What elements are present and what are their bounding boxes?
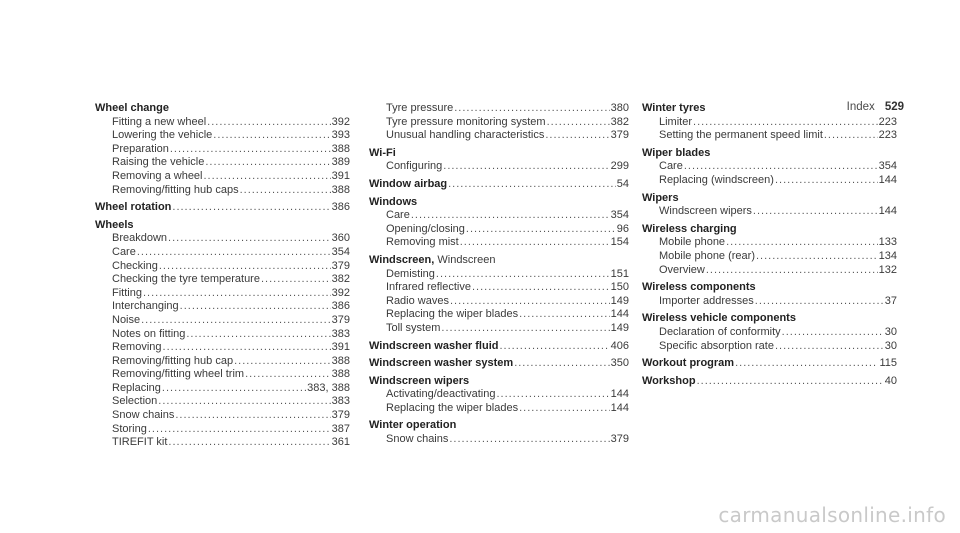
leader-dots: [782, 326, 884, 340]
page-reference[interactable]: 379: [331, 313, 350, 326]
leader-dots: [693, 116, 878, 130]
subentry-label: Toll system: [386, 321, 441, 334]
index-heading: [369, 147, 629, 161]
subentry-label: Selection: [112, 395, 158, 408]
index-subentry[interactable]: [369, 281, 629, 295]
subentry-label: Mobile phone (rear): [659, 249, 755, 262]
page-reference[interactable]: 354: [878, 160, 897, 173]
leader-dots: [168, 436, 330, 450]
index-heading: [642, 281, 897, 295]
index-entry: [95, 102, 350, 197]
index-subentry[interactable]: [642, 174, 897, 188]
heading-label: [369, 419, 456, 433]
index-subentry[interactable]: [95, 156, 350, 170]
page-reference[interactable]: 354: [331, 245, 350, 258]
leader-dots: [436, 268, 610, 282]
index-heading: [642, 223, 897, 237]
leader-dots: [240, 184, 331, 198]
page-reference[interactable]: 389: [331, 156, 350, 169]
heading-label: [642, 102, 705, 116]
index-heading[interactable]: [95, 201, 350, 215]
subentry-label: Specific absorption rate: [659, 339, 774, 352]
heading-label: [95, 219, 134, 233]
index-heading[interactable]: [369, 178, 629, 192]
page-reference[interactable]: 383: [331, 327, 350, 340]
leader-dots: [496, 388, 609, 402]
page-reference[interactable]: 380: [610, 102, 629, 114]
leader-dots: [450, 295, 610, 309]
heading-text: Wipers: [642, 191, 679, 204]
index-subentry[interactable]: [95, 273, 350, 287]
page-reference[interactable]: 30: [884, 325, 897, 338]
index-subentry[interactable]: [369, 209, 629, 223]
leader-dots: [448, 178, 616, 192]
leader-dots: [180, 300, 331, 314]
subentry-label: Activating/deactivating: [386, 388, 496, 401]
leader-dots: [261, 273, 331, 287]
subentry-label: Tyre pressure monitoring system: [386, 115, 546, 128]
page-reference[interactable]: 379: [331, 259, 350, 272]
index-column-2: [369, 102, 629, 451]
page-reference[interactable]: 149: [610, 294, 629, 307]
index-subentry[interactable]: [642, 340, 897, 354]
index-subentry[interactable]: [95, 184, 350, 198]
page-reference[interactable]: 393: [331, 129, 350, 142]
leader-dots: [159, 260, 331, 274]
subentry-label: Storing: [112, 422, 147, 435]
index-subentry[interactable]: [95, 116, 350, 130]
index-column-3: [642, 102, 897, 392]
section-title: Index: [846, 101, 875, 113]
index-subentry[interactable]: [95, 260, 350, 274]
index-heading[interactable]: [642, 357, 897, 371]
subentry-label: Fitting a new wheel: [112, 115, 207, 128]
leader-dots: [460, 236, 610, 250]
subentry-label: Declaration of conformity: [659, 325, 781, 338]
subentry-label: Removing: [112, 341, 162, 354]
leader-dots: [519, 402, 610, 416]
index-subentry[interactable]: [369, 236, 629, 250]
heading-text: Wi-Fi: [369, 146, 396, 159]
heading-label: [369, 254, 495, 268]
index-subentry[interactable]: [369, 223, 629, 237]
leader-dots: [735, 357, 878, 371]
page-reference[interactable]: 383: [331, 395, 350, 408]
index-heading: [95, 219, 350, 233]
leader-dots: [697, 375, 884, 389]
index-entry: [369, 340, 629, 354]
leader-dots: [824, 129, 878, 143]
leader-dots: [163, 341, 331, 355]
page-reference[interactable]: 350: [610, 357, 629, 370]
index-entry: [642, 375, 897, 389]
leader-dots: [775, 340, 884, 354]
subentry-label: Noise: [112, 313, 141, 326]
heading-text: Windscreen washer system: [369, 357, 514, 370]
index-heading[interactable]: [369, 357, 629, 371]
heading-text: Windscreen washer fluid: [369, 339, 499, 352]
heading-text: Wheels: [95, 218, 134, 231]
leader-dots: [466, 223, 616, 237]
index-subentry[interactable]: [369, 129, 629, 143]
index-subentry[interactable]: [369, 295, 629, 309]
leader-dots: [547, 116, 610, 130]
subentry-label: Removing a wheel: [112, 169, 203, 182]
page-reference[interactable]: 144: [878, 205, 897, 218]
leader-dots: [205, 156, 330, 170]
index-heading: [642, 192, 897, 206]
index-entry: [369, 419, 629, 446]
heading-label: [369, 147, 396, 161]
leader-dots: [168, 232, 331, 246]
leader-dots: [158, 395, 330, 409]
subentry-label: Fitting: [112, 286, 142, 299]
index-subentry[interactable]: [95, 143, 350, 157]
leader-dots: [684, 160, 878, 174]
leader-dots: [137, 246, 331, 260]
leader-dots: [207, 116, 330, 130]
subentry-label: Interchanging: [112, 300, 179, 313]
page-reference[interactable]: 361: [331, 436, 350, 449]
page-reference[interactable]: 392: [331, 115, 350, 128]
heading-label: [642, 312, 796, 326]
subentry-label: Setting the permanent speed limit: [659, 129, 823, 142]
page-reference[interactable]: 115: [879, 357, 897, 370]
page-reference[interactable]: 406: [610, 339, 629, 352]
page-reference[interactable]: 379: [610, 433, 629, 446]
leader-dots: [186, 328, 330, 342]
heading-label: [642, 281, 756, 295]
index-entry: [369, 196, 629, 250]
page-reference[interactable]: 154: [610, 236, 629, 249]
index-subentry[interactable]: [369, 116, 629, 130]
index-subentry[interactable]: [369, 102, 629, 116]
index-subentry[interactable]: [642, 295, 897, 309]
leader-dots: [170, 143, 331, 157]
subentry-label: Configuring: [386, 160, 443, 173]
page-reference[interactable]: 144: [610, 308, 629, 321]
leader-dots: [500, 340, 610, 354]
subentry-label: Lowering the vehicle: [112, 129, 213, 142]
index-column-1: [95, 102, 350, 454]
index-subentry[interactable]: [95, 328, 350, 342]
index-subentry[interactable]: [642, 236, 897, 250]
subentry-label: Removing mist: [386, 236, 459, 249]
subentry-label: Snow chains: [386, 433, 449, 446]
watermark: carmanualsonline.info: [718, 503, 946, 527]
index-subentry[interactable]: [369, 322, 629, 336]
heading-label: [369, 178, 447, 192]
index-subentry[interactable]: [369, 388, 629, 402]
index-subentry[interactable]: [642, 160, 897, 174]
page-reference[interactable]: 144: [610, 388, 629, 401]
page-reference[interactable]: 391: [331, 341, 350, 354]
subentry-label: Snow chains: [112, 409, 175, 422]
index-subentry[interactable]: [642, 250, 897, 264]
index-subentry[interactable]: [95, 409, 350, 423]
heading-text: Wheel rotation: [95, 201, 172, 214]
leader-dots: [162, 382, 306, 396]
subentry-label: Radio waves: [386, 294, 449, 307]
index-entry: [95, 219, 350, 450]
leader-dots: [454, 102, 609, 116]
subentry-label: Breakdown: [112, 232, 168, 245]
heading-text: Window airbag: [369, 177, 448, 190]
index-subentry[interactable]: [369, 268, 629, 282]
page-reference[interactable]: 383, 388: [307, 381, 350, 394]
heading-label: [642, 223, 737, 237]
leader-dots: [213, 129, 330, 143]
heading-label: [642, 147, 710, 161]
leader-dots: [449, 433, 609, 447]
subentry-label: Care: [659, 160, 683, 173]
index-entry: [369, 375, 629, 416]
subentry-label: Preparation: [112, 142, 169, 155]
index-entry: [369, 102, 629, 143]
page-reference[interactable]: 132: [878, 263, 897, 276]
leader-dots: [753, 205, 878, 219]
index-heading: [369, 254, 629, 268]
page-reference[interactable]: 37: [884, 294, 897, 307]
index-heading[interactable]: [642, 375, 897, 389]
index-subentry[interactable]: [95, 423, 350, 437]
heading-text: Wireless components: [642, 281, 756, 294]
subentry-label: TIREFIT kit: [112, 436, 168, 449]
index-heading: [642, 147, 897, 161]
index-heading: [642, 102, 897, 116]
index-subentry[interactable]: [369, 433, 629, 447]
heading-label: [642, 357, 734, 371]
page-reference[interactable]: 391: [331, 169, 350, 182]
subentry-label: Unusual handling characteristics: [386, 129, 545, 142]
heading-text: Windscreen,: [369, 253, 435, 266]
subentry-label: Replacing (windscreen): [659, 173, 774, 186]
heading-text: Windscreen wipers: [369, 374, 470, 387]
index-subentry[interactable]: [95, 314, 350, 328]
page-reference[interactable]: 386: [331, 201, 350, 214]
index-entry: [369, 178, 629, 192]
page-reference[interactable]: 382: [331, 273, 350, 286]
page-reference[interactable]: 387: [331, 422, 350, 435]
leader-dots: [175, 409, 330, 423]
heading-text: Winter tyres: [642, 102, 706, 114]
index-subentry[interactable]: [95, 246, 350, 260]
leader-dots: [443, 160, 609, 174]
leader-dots: [245, 368, 331, 382]
page-reference[interactable]: 388: [331, 142, 350, 155]
page-reference[interactable]: 388: [331, 354, 350, 367]
page-reference[interactable]: 392: [331, 286, 350, 299]
heading-label: [369, 196, 417, 210]
subentry-label: Mobile phone: [659, 236, 726, 249]
index-entry: [369, 147, 629, 174]
index-entry: [369, 254, 629, 336]
page-reference[interactable]: 133: [878, 236, 897, 249]
page-reference[interactable]: 30: [884, 339, 897, 352]
index-entry: [642, 223, 897, 277]
index-subentry[interactable]: [642, 205, 897, 219]
page-reference[interactable]: 144: [610, 401, 629, 414]
subentry-label: Removing/fitting hub cap: [112, 354, 234, 367]
subentry-label: Notes on fitting: [112, 327, 186, 340]
page-reference[interactable]: 134: [878, 249, 897, 262]
page-reference[interactable]: 150: [610, 281, 629, 294]
subentry-label: Windscreen wipers: [659, 205, 752, 218]
index-heading: [369, 419, 629, 433]
leader-dots: [141, 314, 331, 328]
index-entry: [369, 357, 629, 371]
subentry-label: Checking the tyre temperature: [112, 273, 260, 286]
index-entry: [642, 102, 897, 143]
page-reference[interactable]: 379: [610, 129, 629, 142]
heading-suffix: Windscreen: [434, 253, 496, 266]
page-reference[interactable]: 388: [331, 368, 350, 381]
index-subentry[interactable]: [642, 116, 897, 130]
page-reference[interactable]: 382: [610, 115, 629, 128]
heading-label: [369, 375, 469, 389]
subentry-label: Raising the vehicle: [112, 156, 205, 169]
leader-dots: [726, 236, 878, 250]
heading-text: Wireless vehicle components: [642, 312, 796, 325]
subentry-label: Opening/closing: [386, 222, 465, 235]
subentry-label: Care: [112, 245, 136, 258]
page-reference[interactable]: 299: [610, 160, 629, 173]
index-subentry[interactable]: [95, 355, 350, 369]
heading-text: Windows: [369, 195, 418, 208]
subentry-label: Removing/fitting hub caps: [112, 183, 239, 196]
index-subentry[interactable]: [95, 287, 350, 301]
index-subentry[interactable]: [642, 264, 897, 278]
page-reference[interactable]: 223: [878, 115, 897, 128]
leader-dots: [172, 201, 330, 215]
index-subentry[interactable]: [642, 326, 897, 340]
subentry-label: Importer addresses: [659, 294, 754, 307]
page-reference[interactable]: 54: [616, 177, 629, 190]
page-reference[interactable]: 386: [331, 300, 350, 313]
leader-dots: [755, 295, 884, 309]
subentry-label: Limiter: [659, 115, 693, 128]
leader-dots: [143, 287, 331, 301]
heading-text: Winter operation: [369, 419, 457, 432]
page-reference[interactable]: 223: [878, 129, 897, 142]
index-subentry[interactable]: [95, 232, 350, 246]
subentry-label: Replacing: [112, 381, 161, 394]
leader-dots: [441, 322, 609, 336]
subentry-label: Checking: [112, 259, 158, 272]
subentry-label: Replacing the wiper blades: [386, 401, 519, 414]
subentry-label: Overview: [659, 263, 705, 276]
index-heading: [95, 102, 350, 116]
leader-dots: [204, 170, 331, 184]
leader-dots: [148, 423, 331, 437]
subentry-label: Replacing the wiper blades: [386, 308, 519, 321]
heading-label: [642, 192, 679, 206]
index-subentry[interactable]: [95, 395, 350, 409]
leader-dots: [756, 250, 878, 264]
page-reference[interactable]: 149: [610, 321, 629, 334]
index-entry: [642, 357, 897, 371]
page-number: 529: [884, 101, 904, 113]
index-heading[interactable]: [369, 340, 629, 354]
subentry-label: Infrared reflective: [386, 281, 471, 294]
heading-label: [369, 357, 513, 371]
leader-dots: [234, 355, 331, 369]
heading-label: [642, 375, 696, 389]
heading-text: Wheel change: [95, 102, 169, 114]
index-heading: [642, 312, 897, 326]
index-entry: [642, 147, 897, 188]
index-subentry[interactable]: [95, 382, 350, 396]
heading-text: Wiper blades: [642, 146, 711, 159]
subentry-label: Demisting: [386, 267, 435, 280]
heading-text: Wireless charging: [642, 222, 737, 235]
page-reference[interactable]: 379: [331, 409, 350, 422]
index-entry: [95, 201, 350, 215]
index-subentry[interactable]: [95, 341, 350, 355]
leader-dots: [519, 308, 610, 322]
page-reference[interactable]: 388: [331, 183, 350, 196]
index-subentry[interactable]: [95, 170, 350, 184]
page-reference[interactable]: 354: [610, 209, 629, 222]
leader-dots: [411, 209, 610, 223]
leader-dots: [775, 174, 878, 188]
index-subentry[interactable]: [95, 300, 350, 314]
index-heading: [369, 375, 629, 389]
leader-dots: [545, 129, 609, 143]
index-entry: [642, 281, 897, 308]
index-subentry[interactable]: [95, 436, 350, 450]
heading-label: [95, 201, 171, 215]
index-entry: [642, 192, 897, 219]
page-reference[interactable]: 96: [616, 222, 629, 235]
index-subentry[interactable]: [369, 160, 629, 174]
page-reference[interactable]: 360: [331, 232, 350, 245]
index-subentry[interactable]: [95, 129, 350, 143]
leader-dots: [472, 281, 610, 295]
page-reference[interactable]: 151: [610, 267, 629, 280]
leader-dots: [514, 357, 609, 371]
subentry-label: Tyre pressure: [386, 102, 454, 114]
index-subentry[interactable]: [642, 129, 897, 143]
index-heading: [369, 196, 629, 210]
subentry-label: Care: [386, 209, 410, 222]
heading-label: [369, 340, 499, 354]
heading-text: Workout program: [642, 357, 735, 370]
leader-dots: [706, 264, 878, 278]
heading-label: [95, 102, 169, 116]
heading-text: Workshop: [642, 374, 696, 387]
index-entry: [642, 312, 897, 353]
index-subentry[interactable]: [95, 368, 350, 382]
page-reference[interactable]: 40: [884, 374, 897, 387]
index-subentry[interactable]: [369, 402, 629, 416]
subentry-label: Removing/fitting wheel trim: [112, 368, 245, 381]
page-reference[interactable]: 144: [878, 173, 897, 186]
index-subentry[interactable]: [369, 308, 629, 322]
